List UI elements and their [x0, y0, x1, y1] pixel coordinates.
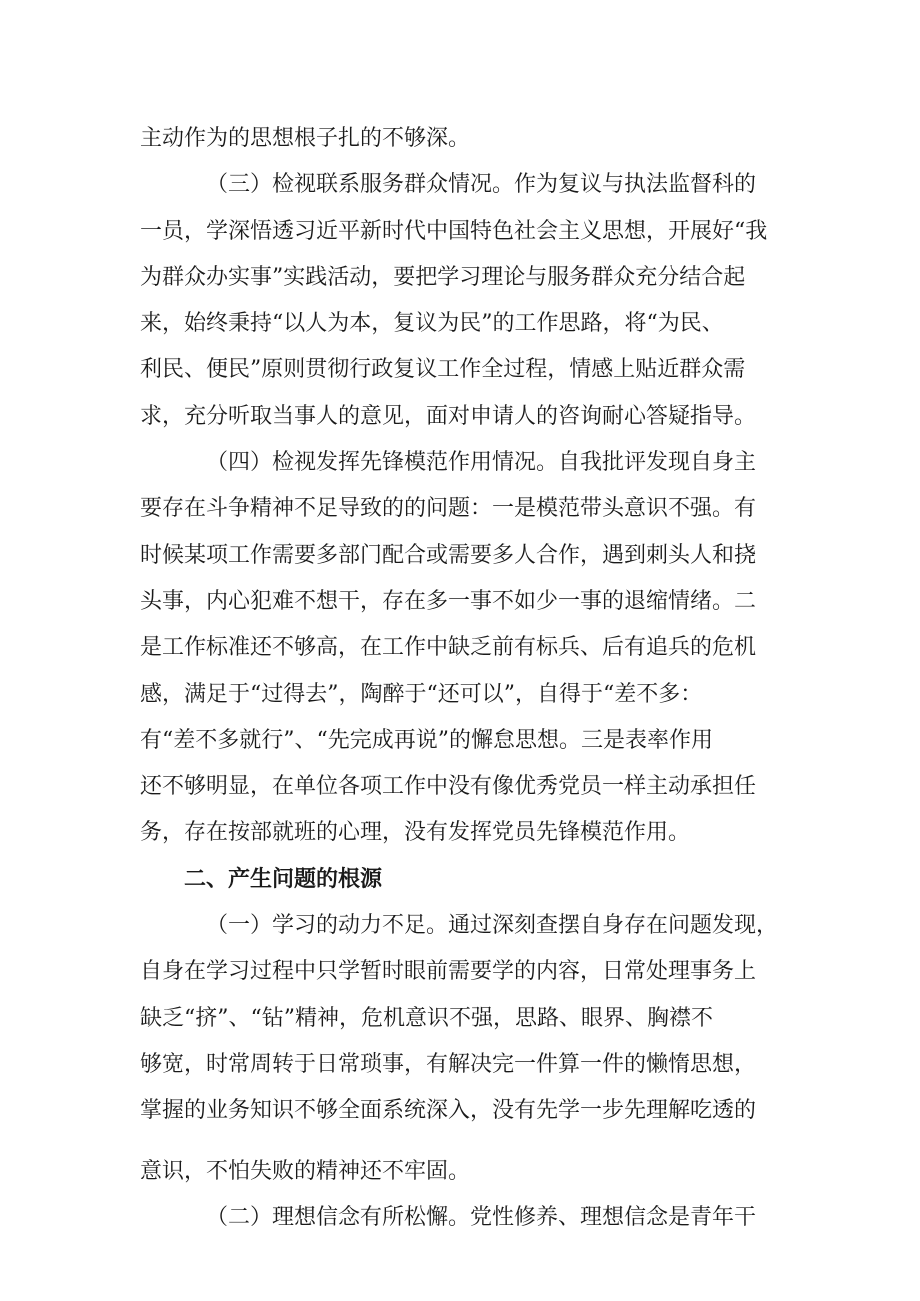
text-line: 掌握的业务知识不够全面系统深入，没有先学一步先理解吃透的 [140, 1098, 757, 1124]
text-line: 时候某项工作需要多部门配合或需要多人合作，遇到刺头人和挠 [140, 542, 757, 568]
text-line: （四）检视发挥先锋模范作用情况。自我批评发现自身主 [206, 450, 757, 476]
text-line: 求，充分听取当事人的意见，面对申请人的咨询耐心答疑指导。 [140, 403, 757, 429]
text-line: 还不够明显，在单位各项工作中没有像优秀党员一样主动承担任 [140, 774, 757, 800]
text-line: （二）理想信念有所松懈。党性修养、理想信念是青年干 [206, 1204, 757, 1230]
text-line: （三）检视联系服务群众情况。作为复议与执法监督科的 [206, 172, 757, 198]
text-line: 务，存在按部就班的心理，没有发挥党员先锋模范作用。 [140, 820, 691, 846]
section-heading: 二、产生问题的根源 [184, 866, 383, 892]
text-line: 感，满足于“过得去”，陶醉于“还可以”，自得于“差不多： [140, 681, 703, 707]
text-line: 一员，学深悟透习近平新时代中国特色社会主义思想，开展好“我 [140, 218, 768, 244]
text-line: 是工作标准还不够高，在工作中缺乏前有标兵、后有追兵的危机 [140, 635, 757, 661]
document-body [140, 116, 788, 1241]
text-line: 够宽，时常周转于日常琐事，有解决完一件算一件的懒惰思想， [140, 1051, 757, 1077]
text-line: 要存在斗争精神不足导致的的问题：一是模范带头意识不强。有 [140, 496, 757, 522]
text-line: （一）学习的动力不足。通过深刻查摆自身存在问题发现， [206, 913, 779, 939]
text-line: 主动作为的思想根子扎的不够深。 [140, 126, 471, 151]
text-line: 意识，不怕失败的精神还不牢固。 [140, 1158, 471, 1184]
text-line: 缺乏“挤”、“钻”精神，危机意识不强，思路、眼界、胸襟不 [140, 1005, 713, 1031]
text-line: 有“差不多就行”、“先完成再说”的懈怠思想。三是表率作用 [140, 727, 713, 753]
text-line: 为群众办实事”实践活动，要把学习理论与服务群众充分结合起 [140, 264, 746, 290]
text-line: 自身在学习过程中只学暂时眼前需要学的内容，日常处理事务上 [140, 959, 757, 985]
paragraph-gap [140, 1135, 788, 1149]
text-line: 利民、便民”原则贯彻行政复议工作全过程，情感上贴近群众需 [140, 357, 746, 383]
text-line: 来，始终秉持“以人为本，复议为民”的工作思路，将“为民、 [140, 311, 724, 337]
text-line: 头事，内心犯难不想干，存在多一事不如少一事的退缩情绪。二 [140, 588, 757, 614]
